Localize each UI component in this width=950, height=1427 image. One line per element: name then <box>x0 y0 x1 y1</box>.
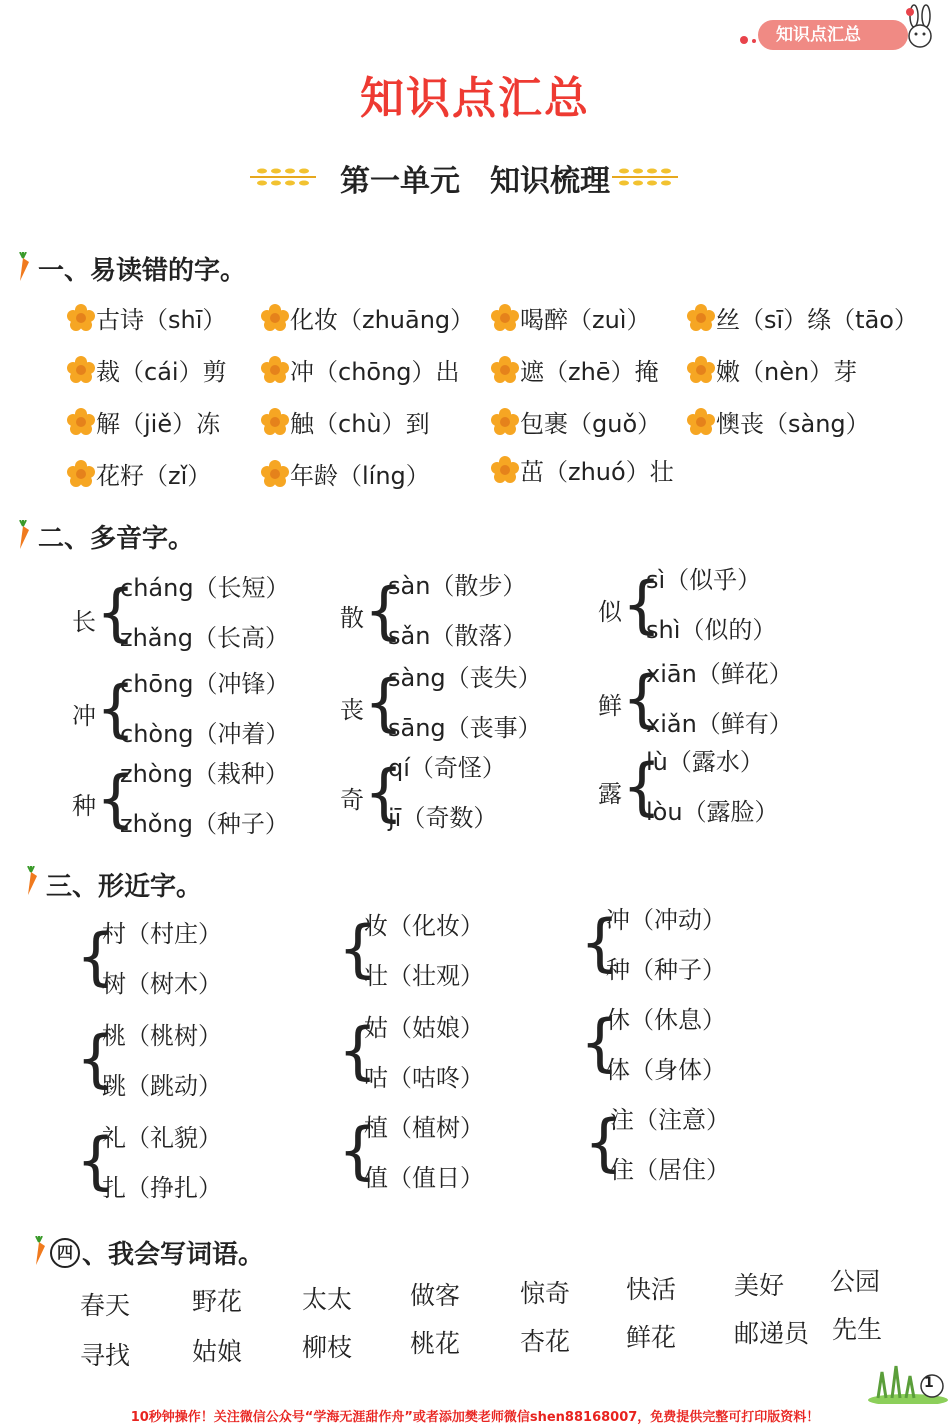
word-item: 做客 <box>410 1281 461 1310</box>
word-item: 柳枝 <box>302 1333 353 1362</box>
flower-icon <box>260 355 290 385</box>
list-item <box>66 456 211 491</box>
page-number: 1 <box>924 1375 934 1391</box>
page-title: 知识点汇总 <box>360 73 590 124</box>
polyphone-char: 散 <box>340 604 364 632</box>
flower-icon <box>490 355 520 385</box>
brace-icon: { <box>364 756 404 829</box>
corner-tag: 知识点汇总 <box>758 20 908 50</box>
brace-icon: { <box>622 568 662 641</box>
polyphone-reading: sàn（散步） <box>388 572 527 600</box>
polyphone-reading: lù（露水） <box>646 748 764 776</box>
wheat-right-icon <box>610 162 680 192</box>
brace-icon: { <box>96 576 136 649</box>
word-pinyin: 冲（chōng）出 <box>290 358 460 386</box>
flower-icon <box>66 407 96 437</box>
word-item: 野花 <box>192 1287 243 1316</box>
polyphone-char: 奇 <box>340 786 364 814</box>
section-2-heading: 二、多音字。 <box>38 524 195 554</box>
list-item <box>66 404 220 439</box>
polyphone-reading: zhòng（栽种） <box>120 760 289 788</box>
word-pinyin: 花籽（zǐ） <box>96 462 212 490</box>
word-pinyin: 解（jiě）冻 <box>96 410 221 438</box>
word-grid <box>0 1267 950 1370</box>
word-item: 春天 <box>80 1291 131 1320</box>
brace-icon: { <box>338 1114 378 1187</box>
brace-icon: { <box>96 672 136 745</box>
word-pinyin: 丝（sī）绦（tāo） <box>716 306 918 334</box>
similar-word: 种（种子） <box>606 956 726 984</box>
polyphone-char: 种 <box>72 792 96 820</box>
list-item <box>66 300 226 335</box>
flower-icon <box>490 303 520 333</box>
brace-icon: { <box>76 1022 116 1095</box>
section-1-heading: 一、易读错的字。 <box>38 256 247 286</box>
flower-icon <box>490 407 520 437</box>
similar-word: 咕（咕咚） <box>364 1064 484 1092</box>
word-item: 寻找 <box>80 1341 131 1370</box>
similar-word: 体（身体） <box>606 1056 726 1084</box>
list-item <box>686 404 870 439</box>
flower-icon <box>66 459 96 489</box>
polyphone-reading: zhǎng（长高） <box>120 624 289 652</box>
similar-word: 扎（挣扎） <box>102 1174 222 1202</box>
word-item: 鲜花 <box>626 1323 677 1352</box>
word-pinyin: 包裹（guǒ） <box>520 410 662 438</box>
polyphone-reading: zhǒng（种子） <box>120 810 289 838</box>
word-item: 惊奇 <box>520 1279 571 1308</box>
word-item: 太太 <box>302 1285 353 1314</box>
word-pinyin: 遮（zhē）掩 <box>520 358 659 386</box>
grass-decoration-icon <box>868 1352 948 1404</box>
footer-notice: 10秒钟操作！关注微信公众号“学海无涯甜作舟”或者添加樊老师微信shen88168007，免费提供完整可打印版资料！ <box>130 1410 820 1425</box>
brace-icon: { <box>96 762 136 835</box>
polyphone-char: 丧 <box>340 696 364 724</box>
brace-icon: { <box>76 1124 116 1197</box>
list-item <box>686 300 918 335</box>
flower-icon <box>260 303 290 333</box>
flower-icon <box>686 355 716 385</box>
word-item: 美好 <box>734 1271 785 1300</box>
word-pinyin: 茁（zhuó）壮 <box>520 458 674 486</box>
similar-word: 树（树木） <box>102 970 222 998</box>
polyphone-reading: sǎn（散落） <box>388 622 527 650</box>
flower-icon <box>260 407 290 437</box>
list-item <box>490 404 661 439</box>
brace-icon: { <box>76 920 116 993</box>
section-4-heading <box>50 1234 264 1271</box>
section-3-heading: 三、形近字。 <box>46 872 203 902</box>
brace-icon: { <box>580 906 620 979</box>
similar-word: 注（注意） <box>610 1106 730 1134</box>
polyphone-reading: qí（奇怪） <box>388 754 506 782</box>
similar-word: 姑（姑娘） <box>364 1014 484 1042</box>
corner-dot-small <box>752 39 756 43</box>
list-item <box>260 300 474 335</box>
word-pinyin: 古诗（shī） <box>96 306 227 334</box>
similar-word: 壮（壮观） <box>364 962 484 990</box>
word-pinyin: 喝醉（zuì） <box>520 306 651 334</box>
list-item <box>490 452 674 487</box>
word-pinyin: 嫩（nèn）芽 <box>716 358 858 386</box>
polyphone-reading: xiǎn（鲜有） <box>646 710 793 738</box>
polyphone-char: 长 <box>72 608 96 636</box>
word-item: 杏花 <box>520 1327 571 1356</box>
list-item <box>260 352 460 387</box>
polyphone-reading: cháng（长短） <box>120 574 290 602</box>
word-pinyin: 裁（cái）剪 <box>96 358 227 386</box>
brace-icon: { <box>622 750 662 823</box>
flower-icon <box>686 407 716 437</box>
brace-icon: { <box>338 912 378 985</box>
bunny-icon <box>900 4 940 56</box>
similar-word: 妆（化妆） <box>364 912 484 940</box>
flower-icon <box>66 355 96 385</box>
list-item <box>490 300 650 335</box>
polyphone-reading: chōng（冲锋） <box>120 670 290 698</box>
flower-icon <box>490 455 520 485</box>
similar-word: 休（休息） <box>606 1006 726 1034</box>
unit-title: 第一单元 知识梳理 <box>340 164 610 199</box>
brace-icon: { <box>364 666 404 739</box>
list-item <box>686 352 857 387</box>
brace-icon: { <box>338 1014 378 1087</box>
carrot-icon <box>22 866 40 896</box>
polyphone-char: 似 <box>598 598 622 626</box>
similar-word: 冲（冲动） <box>606 906 726 934</box>
polyphone-reading: jī（奇数） <box>388 804 498 832</box>
polyphone-char: 鲜 <box>598 692 622 720</box>
polyphone-reading: sāng（丧事） <box>388 714 542 742</box>
similar-word: 桃（桃树） <box>102 1022 222 1050</box>
carrot-icon <box>14 252 32 282</box>
brace-icon: { <box>584 1106 624 1179</box>
carrot-icon <box>14 520 32 550</box>
section-4-heading-text: 、我会写词语。 <box>82 1240 265 1270</box>
brace-icon: { <box>580 1006 620 1079</box>
word-pinyin: 懊丧（sàng） <box>716 410 870 438</box>
word-pinyin: 年龄（líng） <box>290 462 430 490</box>
word-item: 公园 <box>830 1267 881 1296</box>
word-pinyin: 化妆（zhuāng） <box>290 306 475 334</box>
brace-icon: { <box>622 662 662 735</box>
similar-word: 村（村庄） <box>102 920 222 948</box>
section-4-number: 四 <box>50 1238 80 1268</box>
similar-word: 值（值日） <box>364 1164 484 1192</box>
similar-word: 礼（礼貌） <box>102 1124 222 1152</box>
polyphone-reading: lòu（露脸） <box>646 798 779 826</box>
polyphone-reading: sì（似乎） <box>646 566 762 594</box>
flower-icon <box>686 303 716 333</box>
word-item: 姑娘 <box>192 1337 243 1366</box>
brace-icon: { <box>364 574 404 647</box>
list-item <box>490 352 659 387</box>
carrot-icon <box>30 1236 48 1266</box>
flower-icon <box>260 459 290 489</box>
list-item <box>260 404 430 439</box>
list-item <box>66 352 227 387</box>
similar-word: 跳（跳动） <box>102 1072 222 1100</box>
word-item: 先生 <box>832 1315 883 1344</box>
polyphone-char: 冲 <box>72 702 96 730</box>
similar-word: 住（居住） <box>610 1156 730 1184</box>
polyphone-reading: xiān（鲜花） <box>646 660 793 688</box>
word-item: 桃花 <box>410 1329 461 1358</box>
word-item: 快活 <box>626 1275 677 1304</box>
polyphone-reading: shì（似的） <box>646 616 777 644</box>
misread-list <box>66 300 926 500</box>
polyphone-char: 露 <box>598 780 622 808</box>
word-pinyin: 触（chù）到 <box>290 410 430 438</box>
list-item <box>260 456 430 491</box>
word-item: 邮递员 <box>734 1319 810 1348</box>
similar-word: 植（植树） <box>364 1114 484 1142</box>
corner-dot <box>740 36 748 44</box>
flower-icon <box>66 303 96 333</box>
polyphone-reading: sàng（丧失） <box>388 664 542 692</box>
polyphone-reading: chòng（冲着） <box>120 720 290 748</box>
